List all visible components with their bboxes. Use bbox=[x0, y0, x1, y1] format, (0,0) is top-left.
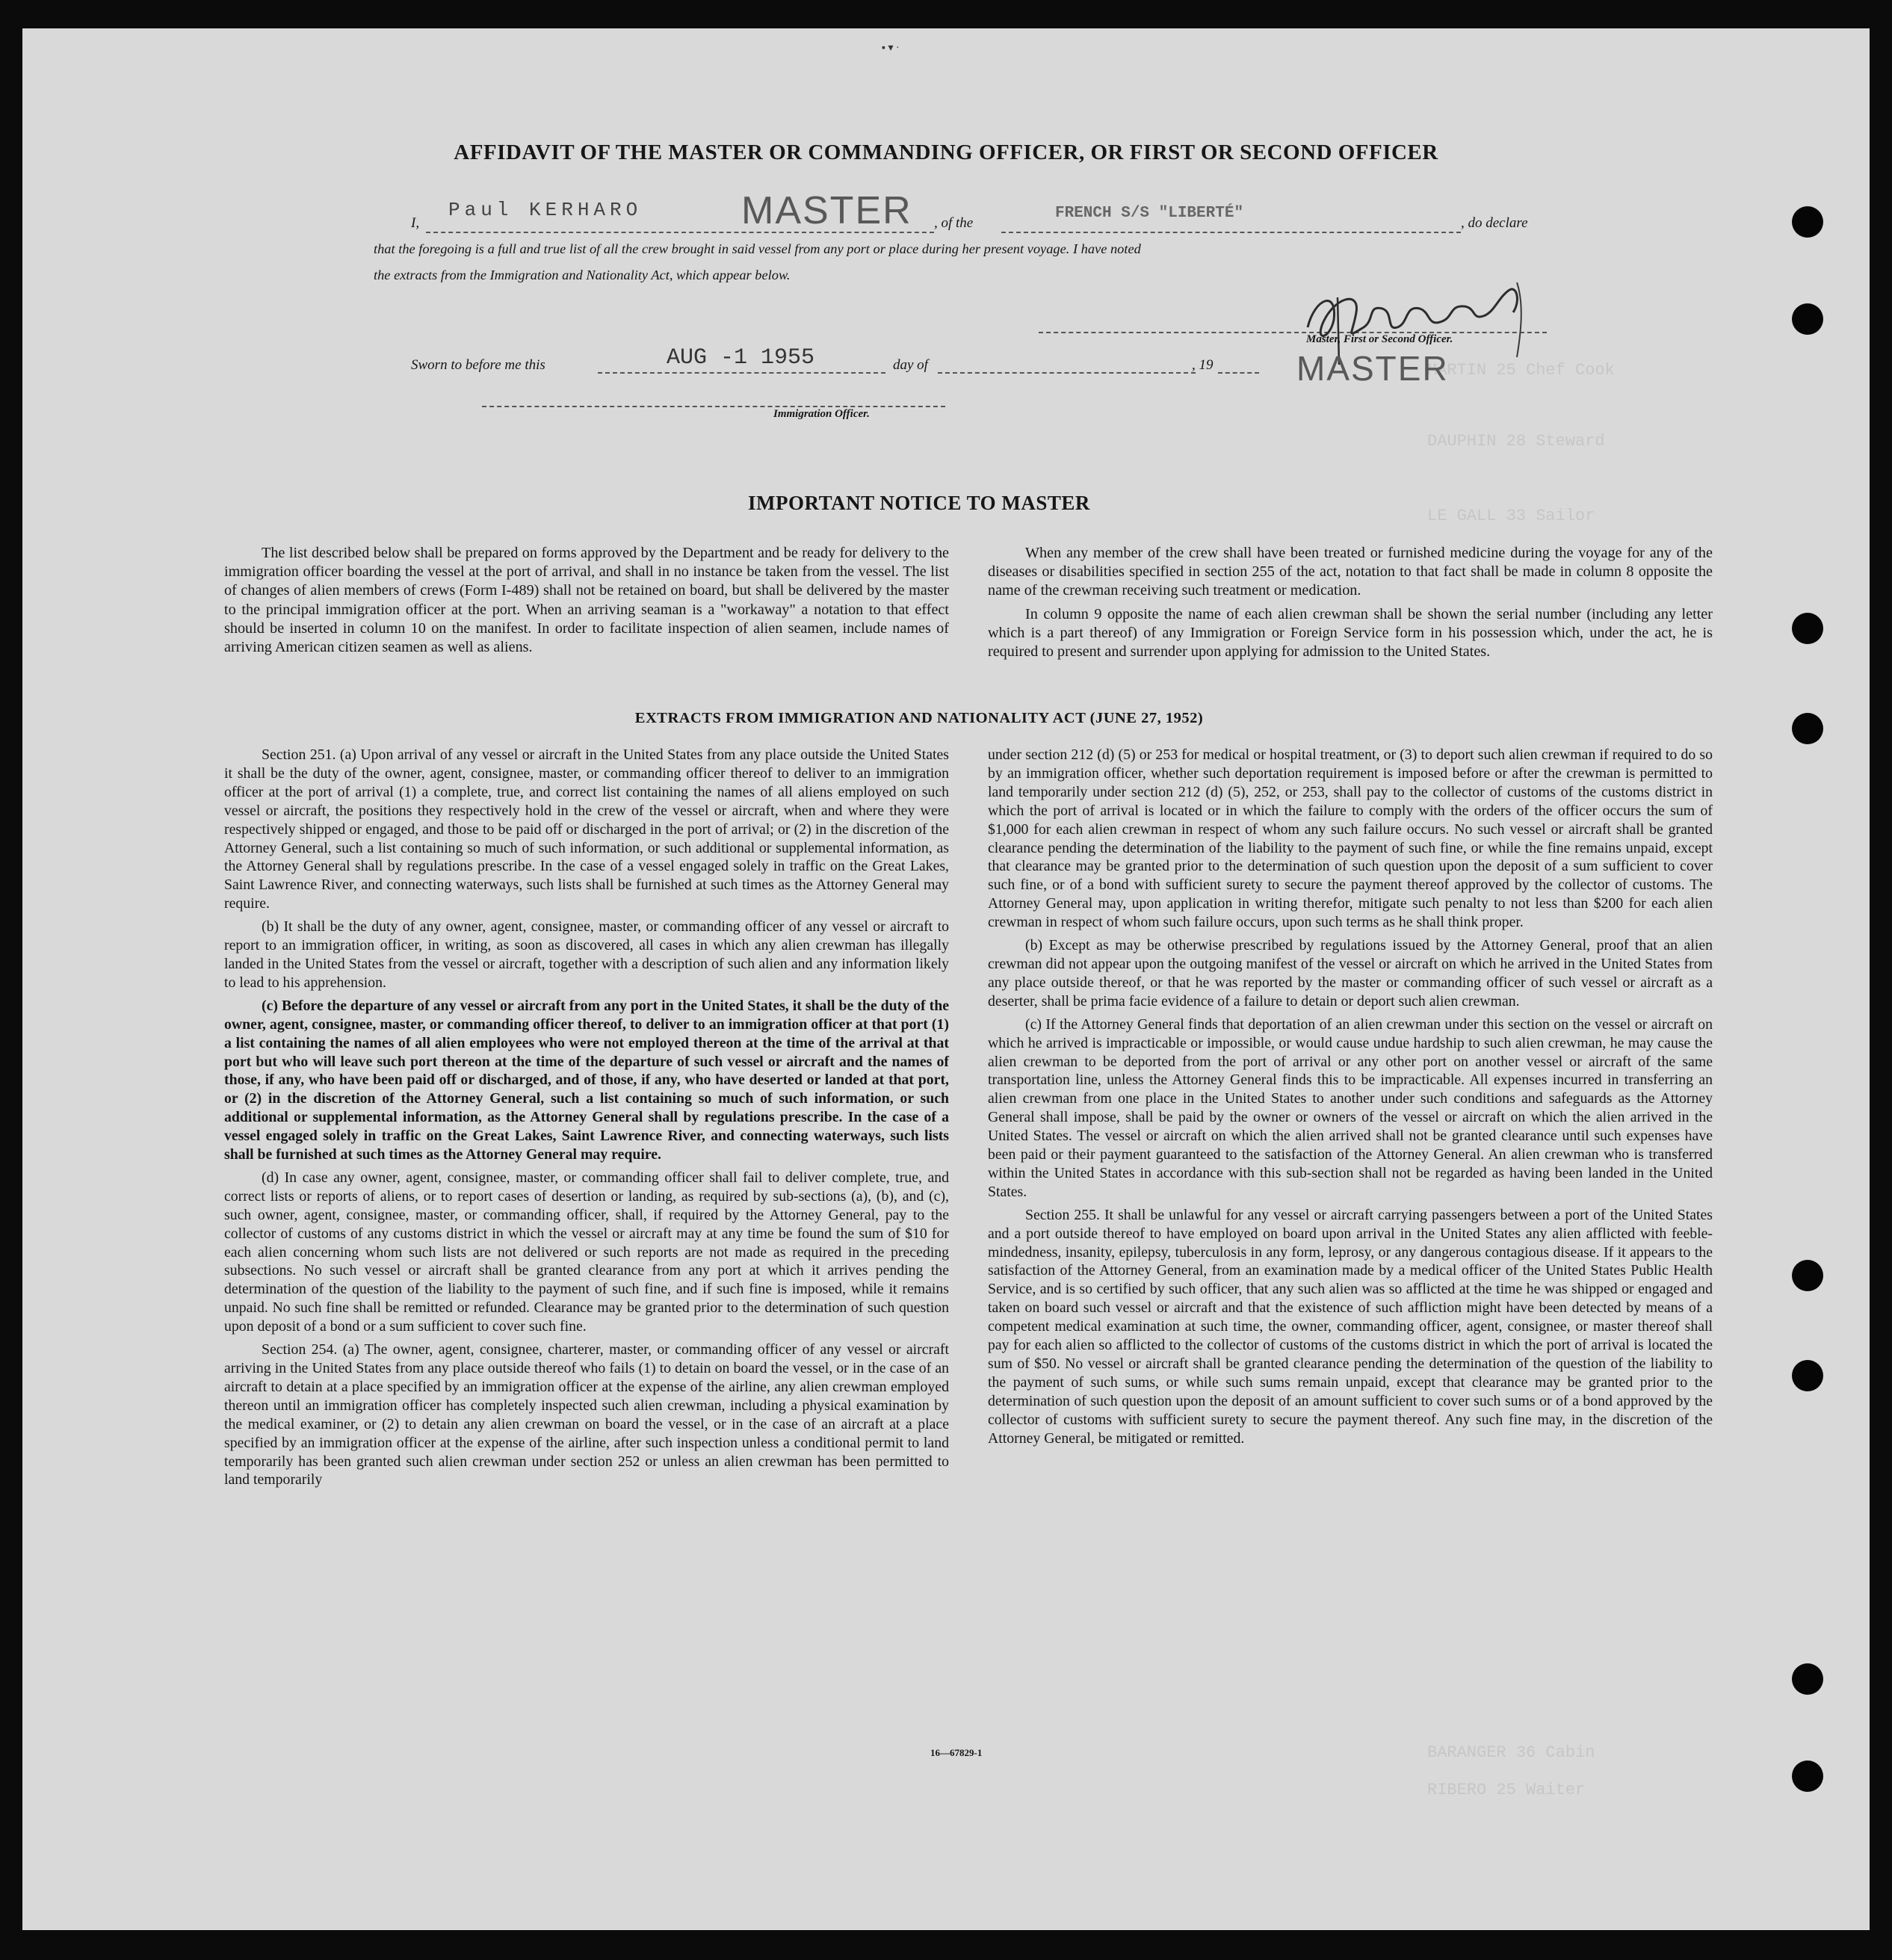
bleed-through: MARTIN 25 Chef Cook bbox=[1427, 361, 1615, 380]
extracts-left-column bbox=[224, 746, 949, 1494]
section-255: Section 255. It shall be unlawful for any vessel or aircraft carrying passengers between a port of the United States and a port outside thereof to have employed on board upon arrival in the United States any alien afflicted with feeble-mindedness, insanity, epilepsy, tuberculosis in any form, leprosy, or any dangerous contagious disease. If it appears to the satisfaction of the Attorney General, from an examination made by a medical officer of the United States Public Health Service, and is so certified by such officer, that any such alien was so afflicted at the time he was shipped or engaged and taken on board such vessel or aircraft and that the existence of such affliction might have been detected by means of a competent medical examination at such time, the owner, commanding officer, agent, consignee, or master thereof shall pay for each alien so afflicted to the collector of customs of the customs district in which the port of arrival is located the sum of $50. No vessel or aircraft shall be granted clearance pending the determination of the question of the liability to the payment of such sums, or while such sums remain unpaid, except that clearance may be granted prior to the determination of such question upon the deposit of an amount sufficient to cover such sums or of a bond approved by the collector of customs with sufficient surety to secure the payment thereof. Any such fine may, in the discretion of the Attorney General, be mitigated or remitted. bbox=[988, 1206, 1713, 1447]
affidavit-title: AFFIDAVIT OF THE MASTER OR COMMANDING OFFICER, OR FIRST OR SECOND OFFICER bbox=[454, 140, 1438, 164]
day-of-label: day of bbox=[893, 357, 928, 373]
vessel-blank bbox=[1001, 232, 1461, 233]
declaration-line-2: that the foregoing is a full and true list of all the crew brought in said vessel from any port or place during her present voyage. I have noted bbox=[374, 241, 1141, 256]
section-254-a: Section 254. (a) The owner, agent, consignee, charterer, master, or commanding officer of any vessel or aircraft arriving in the United States from any place outside thereof who fails (1) to detain on board the vessel, or in the case of an aircraft to detain at a place specified by an immigration officer at the expense of the airline, any alien crewman employed thereon until an immigration officer has completely inspected such alien crewman, including a physical examination by the medical examiner, or (2) to detain any alien crewman on board the vessel, or in the case of an aircraft at a place specified by an immigration officer at the expense of the airline, after such inspection unless a conditional permit to land temporarily has been granted such alien crewman under section 252 or unless an alien crewman has been permitted to land temporarily bbox=[224, 1341, 949, 1488]
signature-caption: Master, First or Second Officer. bbox=[1306, 333, 1453, 345]
sworn-label: Sworn to before me this bbox=[411, 357, 545, 373]
year-label: , 19 bbox=[1192, 357, 1214, 373]
declarant-label: I, bbox=[411, 215, 420, 231]
sworn-date-stamp: AUG -1 1955 bbox=[667, 345, 815, 371]
notice-title: IMPORTANT NOTICE TO MASTER bbox=[748, 492, 1090, 514]
officer-signature-line bbox=[482, 406, 945, 407]
do-declare-label: , do declare bbox=[1461, 215, 1528, 231]
extracts-right-column bbox=[988, 746, 1713, 1453]
section-251-a: Section 251. (a) Upon arrival of any vessel or aircraft in the United States from any place outside the United States it shall be the duty of the owner, agent, consignee, master, or commanding officer thereof to deliver to an immigration officer at the port of arrival (1) a complete, true, and correct list containing the names of all aliens employed on such vessel or aircraft, the positions they respectively hold in the crew of the vessel or aircraft, when and where they were respectively shipped or engaged, and those to be paid off or discharged in the port of arrival; or (2) in the discretion of the Attorney General, such a list containing so much of such information, or such additional or supplemental information, as the Attorney General shall by regulations prescribe. In the case of a vessel engaged solely in traffic on the Great Lakes, Saint Lawrence River, and connecting waterways, such lists shall be furnished at such times as the Attorney General may require. bbox=[224, 746, 949, 912]
section-251-d: (d) In case any owner, agent, consignee, master, or commanding officer shall fail to deliver complete, true, and correct lists or reports of aliens, or to report cases of desertion or landing, as required by sub-sections (a), (b), and (c), such owner, agent, consignee, master, or commanding officer, shall, if required by the Attorney General, pay to the collector of customs of any customs district in which the vessel or aircraft may at any time be found the sum of $10 for each alien concerning whom such lists are not delivered or such reports are not made as required in the preceding subsections. No such vessel or aircraft shall be granted clearance from any port at which it arrives pending the determination of the question of the liability to the payment of such fine, and if such fine is imposed, while it remains unpaid. No such fine shall be remitted or refunded. Clearance may be granted prior to the determination of such question upon deposit of a bond or a sum sufficient to cover such fine. bbox=[224, 1169, 949, 1335]
section-251-b: (b) It shall be the duty of any owner, agent, consignee, master, or commanding officer of any vessel or aircraft to report to an immigration officer, in writing, as soon as discovered, all cases in which any alien crewman has illegally landed in the United States from the vessel or aircraft, together with a description of such alien and any information likely to lead to his apprehension. bbox=[224, 918, 949, 991]
declarant-name: Paul KERHARO bbox=[448, 199, 643, 221]
officer-caption: Immigration Officer. bbox=[773, 408, 870, 420]
notice-right-text-1: When any member of the crew shall have been treated or furnished medicine during the voyage for any of the diseases or disabilities specified in section 255 of the act, notation to that fact shall be made in column 8 opposite the name of the crewman receiving such treatment or medication. bbox=[988, 545, 1713, 599]
vessel-name: FRENCH S/S "LIBERTÉ" bbox=[1055, 205, 1244, 222]
punch-hole bbox=[1792, 713, 1823, 744]
section-254-c: (c) If the Attorney General finds that deportation of an alien crewman under this section on the vessel or aircraft on which he arrived is impracticable or impossible, or would cause undue hardship to such alien crewman, he may cause the alien crewman to be deported from the port of arrival or any other port on another vessel or aircraft of the same transportation line, unless the Attorney General finds this to be impracticable. All expenses incurred in transferring an alien crewman from one place in the United States to another under such conditions and safeguards as the Attorney General shall impose, shall be paid by the owner or owners of the vessel or aircraft on which the alien arrived in the United States. The vessel or aircraft on which the alien arrived shall not be granted clearance until such expenses have been paid or their payment guaranteed to the satisfaction of the Attorney General. An alien crewman who is transferred within the United States in accordance with this sub-section shall not be regarded as having been landed in the United States. bbox=[988, 1015, 1713, 1200]
punch-hole bbox=[1792, 1360, 1823, 1391]
declaration-line-3: the extracts from the Immigration and Nationality Act, which appear below. bbox=[374, 268, 791, 282]
bleed-through: RIBERO 25 Waiter bbox=[1427, 1781, 1586, 1799]
bleed-through: BARANGER 36 Cabin bbox=[1427, 1743, 1595, 1762]
form-number: 16—67829-1 bbox=[930, 1747, 983, 1758]
bleed-through: DAUPHIN 28 Steward bbox=[1427, 432, 1605, 451]
notice-right-column bbox=[988, 544, 1713, 666]
punch-hole bbox=[1792, 303, 1823, 335]
punch-hole bbox=[1792, 1663, 1823, 1695]
top-mark: ▪ ▾ · bbox=[882, 43, 900, 54]
signature-stamp: MASTER bbox=[1296, 349, 1449, 388]
year-blank bbox=[1218, 372, 1259, 374]
section-254-b: (b) Except as may be otherwise prescribed by regulations issued by the Attorney General, proof that an alien crewman did not appear upon the outgoing manifest of the vessel or aircraft on which he arrived in the United States from any place outside thereof, or that he was reported by the master or commanding officer of such vessel or aircraft as a deserter, shall be prima facie evidence of a failure to detain or deport such alien crewman. bbox=[988, 937, 1713, 1010]
rank-stamp: MASTER bbox=[741, 189, 912, 232]
punch-hole bbox=[1792, 206, 1823, 238]
section-254-a-cont: under section 212 (d) (5) or 253 for medical or hospital treatment, or (3) to deport such alien crewman if required to do so by an immigration officer, whether such deportation requirement is imposed before or after the crewman is permitted to land temporarily under section 212 (d) (5), 252, or 253, shall pay to the collector of customs of the customs district in which the port of arrival is located or in which the failure to comply with the orders of the officer occurs the sum of $1,000 for each alien crewman in respect of whom any such failure occurs. No such vessel or aircraft shall be granted clearance pending the determination of the liability to the payment of such fine, or while the fine remains unpaid, except that clearance may be granted prior to the determination of such question upon the deposit of a sum sufficient to cover such fine, or of a bond with sufficient surety to secure the payment thereof approved by the collector of customs. The Attorney General may, upon application in writing therefor, mitigate such penalty to not less than $200 for each alien crewman in respect of whom such failure occurs, upon such terms as he shall think proper. bbox=[988, 746, 1713, 931]
section-251-c: (c) Before the departure of any vessel or aircraft from any port in the United States, it shall be the duty of the owner, agent, consignee, master, or commanding officer thereof, to deliver to an immigration officer at that port (1) a list containing the names of all alien employees who were not employed thereon at the time of the arrival at that port but who will leave such port thereon at the time of the departure of such vessel or aircraft and the names of those, if any, who have been paid off or discharged, and of those, if any, who have deserted or landed at that port, or (2) in the discretion of the Attorney General, such a list containing so much of such information, or such additional or supplemental information, as the Attorney General shall by regulations prescribe. In the case of a vessel engaged solely in traffic on the Great Lakes, Saint Lawrence River, and connecting waterways, such lists shall be furnished at such times as the Attorney General may require. bbox=[224, 997, 949, 1163]
bleed-through: LE GALL 33 Sailor bbox=[1427, 507, 1595, 525]
extracts-title: EXTRACTS FROM IMMIGRATION AND NATIONALITY ACT (JUNE 27, 1952) bbox=[634, 710, 1204, 726]
of-the-label: , of the bbox=[934, 215, 974, 231]
document-page bbox=[22, 28, 1870, 1930]
month-blank bbox=[938, 372, 1196, 374]
notice-right-text-2: In column 9 opposite the name of each alien crewman shall be shown the serial number (including any letter which is a part thereof) of any Immigration or Foreign Service form in his possession which, under the act, he is required to present and surrender upon applying for admission to the United States. bbox=[988, 605, 1713, 661]
sworn-date-blank bbox=[598, 372, 885, 374]
notice-left-text: The list described below shall be prepared on forms approved by the Department and be ready for delivery to the immigration officer boarding the vessel at the port of arrival, and shall in no instance be taken from the vessel. The list of changes of alien members of crews (Form I-489) shall not be retained on board, but shall be delivered by the master to the principal immigration officer at the port. When an arriving seaman is a "workaway" a notation to that effect should be inserted in column 10 on the manifest. In order to facilitate inspection of alien seamen, include names of arriving American citizen seamen as well as aliens. bbox=[224, 545, 949, 656]
notice-left-column bbox=[224, 544, 949, 661]
punch-hole bbox=[1792, 1760, 1823, 1792]
punch-hole bbox=[1792, 1260, 1823, 1291]
punch-hole bbox=[1792, 613, 1823, 644]
